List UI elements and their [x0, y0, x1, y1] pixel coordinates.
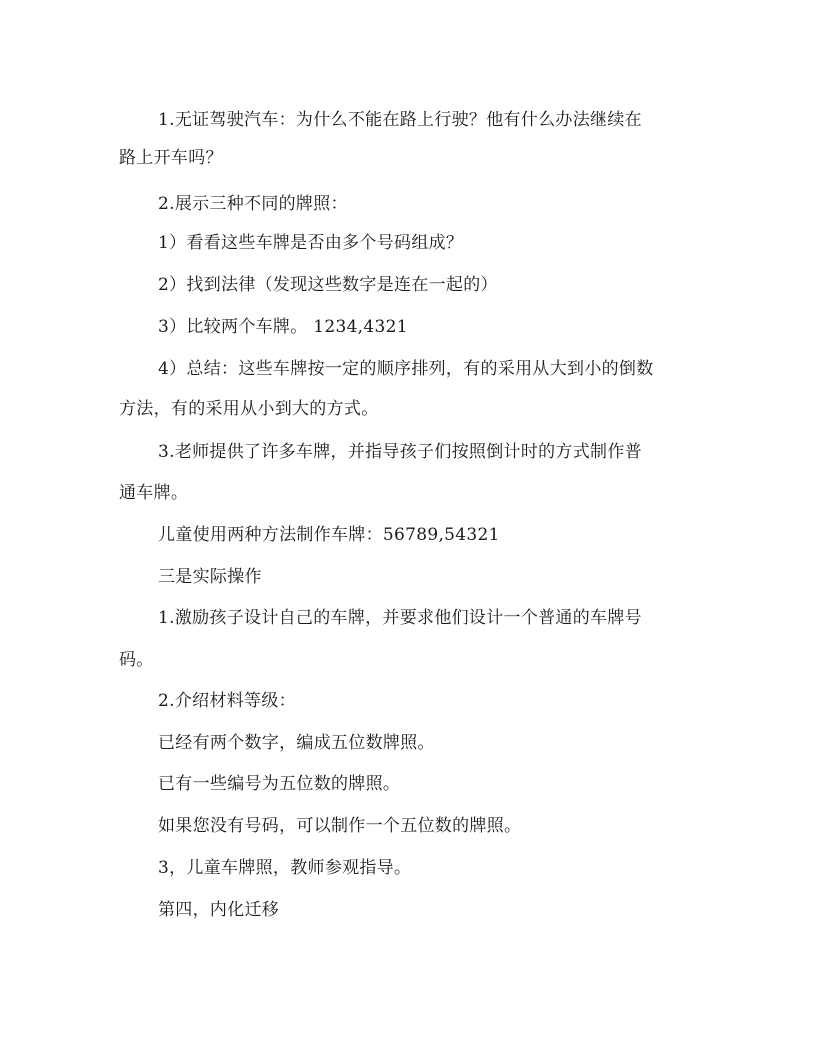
- text-line: 3）比较两个车牌。 1234,4321: [158, 317, 408, 337]
- text-line: 2）找到法律（发现这些数字是连在一起的）: [158, 275, 498, 295]
- text-line: 3，儿童车牌照，教师参观指导。: [158, 858, 412, 878]
- text-line: 3.老师提供了许多车牌，并指导孩子们按照倒计时的方式制作普: [158, 442, 642, 462]
- text-line: 1.激励孩子设计自己的车牌，并要求他们设计一个普通的车牌号: [158, 608, 642, 628]
- text-line: 通车牌。: [119, 483, 189, 503]
- text-line: 已有一些编号为五位数的牌照。: [158, 774, 401, 794]
- text-line: 码。: [119, 650, 154, 670]
- text-line: 2.展示三种不同的牌照：: [158, 194, 348, 214]
- section-heading: 三是实际操作: [158, 567, 262, 587]
- text-line: 1.无证驾驶汽车：为什么不能在路上行驶？他有什么办法继续在: [158, 110, 642, 130]
- text-line: 2.介绍材料等级：: [158, 691, 296, 711]
- text-line: 路上开车吗？: [119, 148, 223, 168]
- text-line: 如果您没有号码，可以制作一个五位数的牌照。: [158, 816, 522, 836]
- text-line: 已经有两个数字，编成五位数牌照。: [158, 733, 435, 753]
- text-line: 儿童使用两种方法制作车牌：56789,54321: [158, 525, 500, 545]
- text-line: 4）总结：这些车牌按一定的顺序排列，有的采用从大到小的倒数: [158, 359, 654, 379]
- text-line: 方法，有的采用从小到大的方式。: [119, 399, 379, 419]
- text-line: 1）看看这些车牌是否由多个号码组成？: [158, 233, 464, 253]
- section-heading: 第四，内化迁移: [158, 900, 280, 920]
